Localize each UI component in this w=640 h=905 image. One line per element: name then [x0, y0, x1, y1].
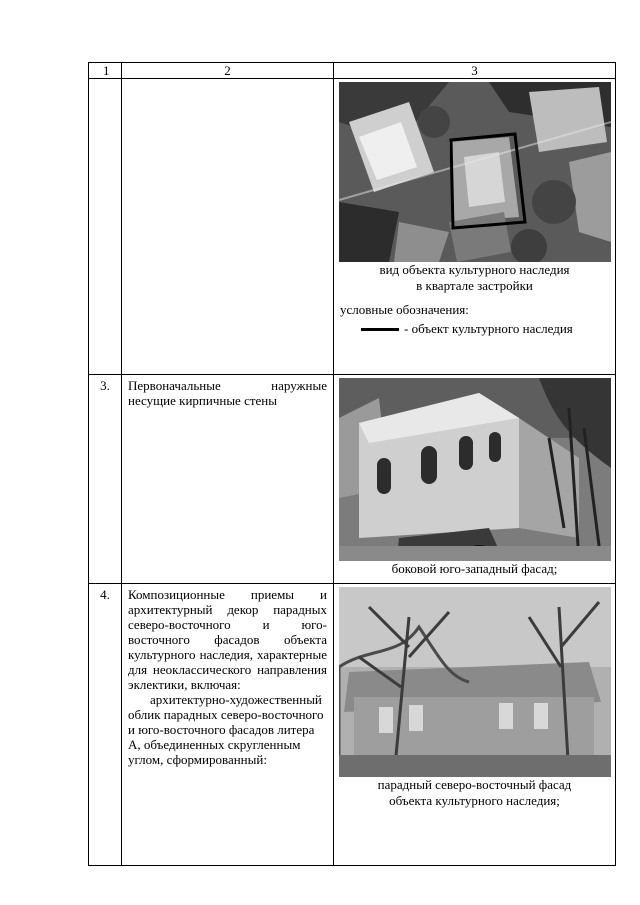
- row-number: 4.: [89, 584, 122, 866]
- photo-caption-line-2: в квартале застройки: [416, 278, 533, 293]
- photo-caption-line-2: объекта культурного наследия;: [389, 793, 560, 808]
- legend-title: условные обозначения:: [340, 302, 469, 317]
- legend-item-label: - объект культурного наследия: [404, 321, 573, 336]
- description-paragraph: архитектурно-художественный облик парадных северо-восточного и юго-восточного фасадов литера А, объединенных скругленным углом, сформированный:: [128, 692, 324, 767]
- photo-caption-line-1: вид объекта культурного наследия: [379, 262, 570, 277]
- row-illustration: [334, 79, 616, 375]
- row-illustration: [334, 375, 616, 584]
- photo-caption: боковой юго-западный фасад;: [391, 561, 558, 576]
- table-row-4: [89, 584, 616, 866]
- row-illustration: [334, 584, 616, 866]
- southwest-facade-photo: [339, 378, 611, 561]
- northeast-facade-photo: [339, 587, 611, 777]
- row-number: 3.: [89, 375, 122, 584]
- table-header-row: [89, 63, 616, 79]
- table-row-aerial: [89, 79, 616, 375]
- row-description: [122, 375, 334, 584]
- document-table: [88, 62, 616, 866]
- row-number: [89, 79, 122, 375]
- row-description: [122, 79, 334, 375]
- table-row-3: [89, 375, 616, 584]
- photo-caption-line-1: парадный северо-восточный фасад: [377, 777, 572, 792]
- header-col-1: 1: [89, 63, 122, 79]
- header-col-2: 2: [122, 63, 334, 79]
- header-col-3: 3: [334, 63, 616, 79]
- row-description: [122, 584, 334, 866]
- description-paragraph: Композиционные приемы и архитектурный декор парадных северо-восточного и юго-восточного фасадов объекта культурного наследия, характерные для неоклассического направления эклектики, включая:: [128, 587, 327, 692]
- aerial-photo: [339, 82, 611, 262]
- description-paragraph: Первоначальные наружные несущие кирпичные стены: [128, 378, 327, 408]
- legend-item: [334, 320, 615, 338]
- legend-line-symbol: [361, 328, 399, 331]
